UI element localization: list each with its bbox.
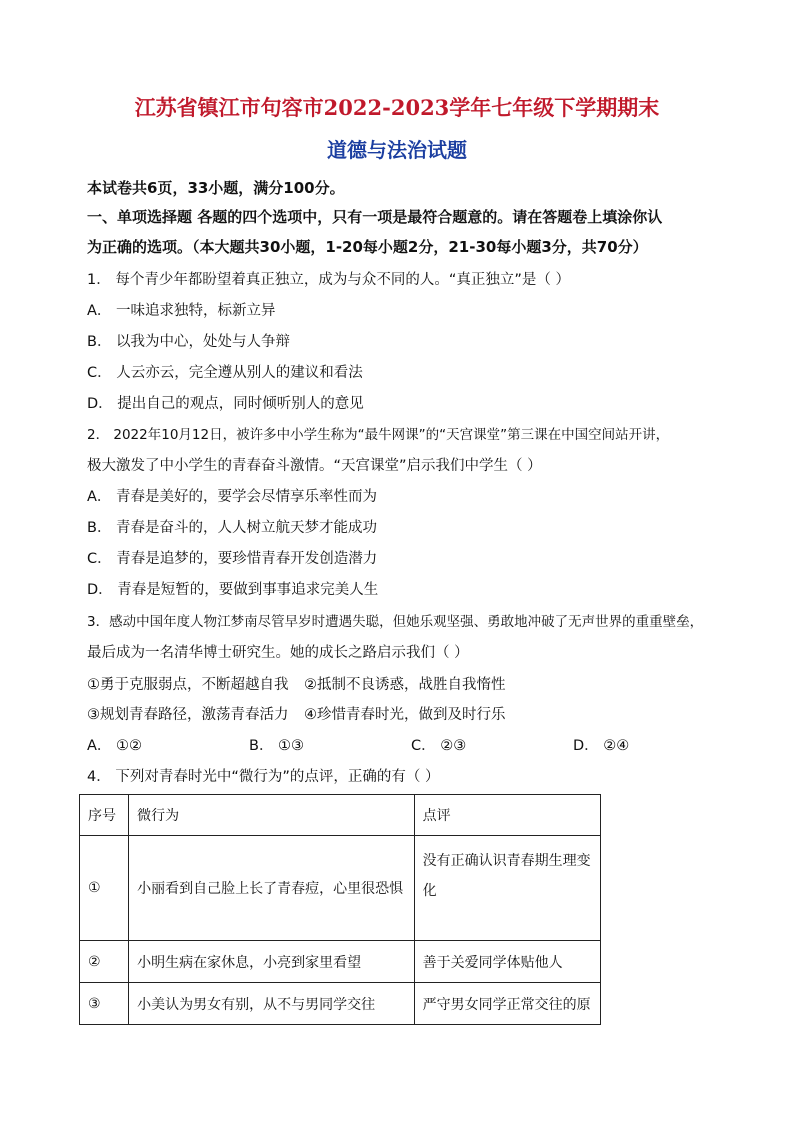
table-cell-comment: 善于关爱同学体贴他人	[414, 941, 600, 983]
q2-option-d: D． 青春是短暂的，要做到事事追求完美人生	[87, 582, 379, 598]
q2-stem-line2: 极大激发了中小学生的青春奋斗激情。“天宫课堂”启示我们中学生（ ）	[87, 458, 542, 474]
q1-option-a: A． 一味追求独特，标新立异	[87, 303, 276, 319]
q3-statement-4: ④珍惜青春时光，做到及时行乐	[304, 707, 506, 723]
table-cell-behavior: 小美认为男女有别，从不与男同学交往	[129, 983, 415, 1025]
table-cell-behavior: 小丽看到自己脸上长了青春痘，心里很恐惧	[129, 836, 415, 941]
comment-line: 化	[422, 883, 437, 899]
q4-stem: 4． 下列对青春时光中“微行为”的点评，正确的有（ ）	[87, 769, 440, 785]
q3-option-b: B． ①③	[249, 738, 305, 754]
q3-statement-2: ②抵制不良诱惑，战胜自我惰性	[304, 677, 506, 693]
q3-option-c: C． ②③	[411, 738, 467, 754]
document-title: 江苏省镇江市句容市2022-2023学年七年级下学期期末	[134, 95, 660, 120]
table-row	[80, 983, 601, 1025]
q4-table	[79, 794, 601, 1025]
q3-option-a: A． ①②	[87, 738, 143, 754]
comment-line: 没有正确认识青春期生理变	[422, 853, 591, 869]
q1-option-c: C． 人云亦云，完全遵从别人的建议和看法	[87, 365, 363, 381]
table-row	[80, 941, 601, 983]
q3-option-d: D． ②④	[573, 738, 630, 754]
section1-instructions-line2: 为正确的选项。（本大题共30小题，1-20每小题2分，21-30每小题3分，共70分）	[87, 238, 648, 256]
q1-stem: 1． 每个青少年都盼望着真正独立，成为与众不同的人。“真正独立”是（ ）	[87, 272, 570, 288]
q3-statement-3: ③规划青春路径，激荡青春活力	[87, 707, 289, 723]
table-header-cell: 微行为	[129, 795, 415, 836]
table-row	[80, 836, 601, 941]
q3-statement-1: ①勇于克服弱点，不断超越自我	[87, 677, 289, 693]
table-cell-num: ②	[80, 941, 129, 983]
section1-instructions-line1: 一、单项选择题 各题的四个选项中，只有一项是最符合题意的。请在答题卷上填涂你认	[87, 208, 663, 226]
table-header-cell: 点评	[414, 795, 600, 836]
table-cell-comment: 严守男女同学正常交往的原	[414, 983, 600, 1025]
table-cell-num: ③	[80, 983, 129, 1025]
table-header-row	[80, 795, 601, 836]
q1-option-b: B． 以我为中心，处处与人争辩	[87, 334, 291, 350]
table-cell-behavior: 小明生病在家休息，小亮到家里看望	[129, 941, 415, 983]
table-header-cell: 序号	[80, 795, 129, 836]
exam-intro: 本试卷共6页，33小题，满分100分。	[87, 179, 345, 197]
q2-option-c: C． 青春是追梦的，要珍惜青春开发创造潜力	[87, 551, 378, 567]
document-subtitle: 道德与法治试题	[327, 138, 467, 162]
q1-option-d: D． 提出自己的观点，同时倾听别人的意见	[87, 396, 364, 412]
q2-stem-line1: 2． 2022年10月12日，被许多中小学生称为“最牛网课”的“天宫课堂”第三课在中国空间站开讲，	[87, 427, 670, 443]
q2-option-a: A． 青春是美好的，要学会尽情享乐率性而为	[87, 489, 378, 505]
q2-option-b: B． 青春是奋斗的，人人树立航天梦才能成功	[87, 520, 378, 536]
table-cell-comment	[414, 836, 600, 941]
table-cell-num: ①	[80, 836, 129, 941]
q3-stem-line1: 3．感动中国年度人物江梦南尽管早岁时遭遇失聪，但她乐观坚强、勇敢地冲破了无声世界的重重壁垒，	[87, 614, 704, 630]
q3-stem-line2: 最后成为一名清华博士研究生。她的成长之路启示我们（ ）	[87, 645, 469, 661]
